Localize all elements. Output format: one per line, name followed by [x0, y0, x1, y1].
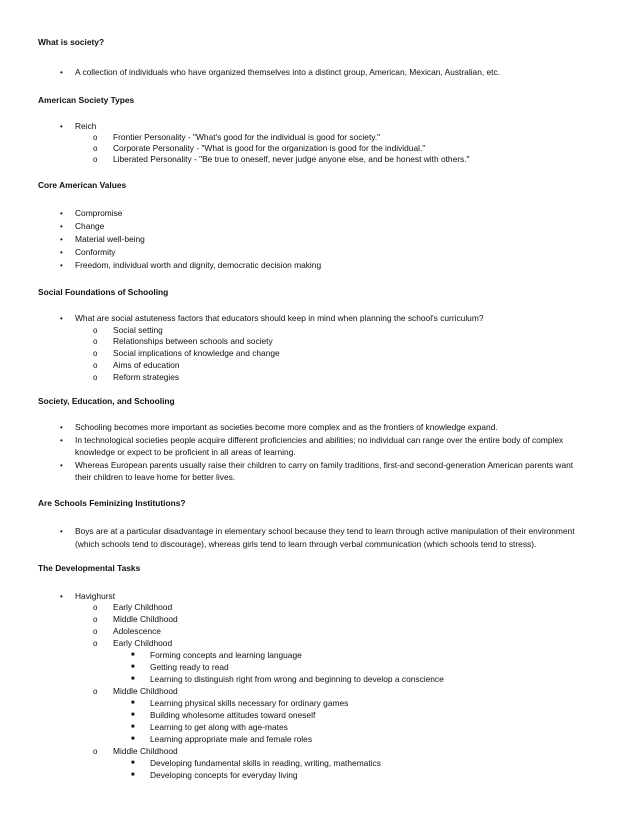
- sub-list-item: Frontier Personality - "What's good for the individual is good for society.": [113, 132, 381, 142]
- list-item: In technological societies people acquire different proficiencies and abilities; no individual can range over the entire body of complex: [75, 435, 564, 445]
- bullet-icon: •: [60, 209, 63, 218]
- sub-bullet-icon: o: [93, 603, 98, 612]
- list-item: Havighurst: [75, 591, 116, 601]
- bullet-icon: •: [60, 235, 63, 244]
- section-heading: American Society Types: [38, 95, 135, 105]
- sub-bullet-icon: o: [93, 687, 98, 696]
- square-bullet-icon: ■: [131, 664, 135, 670]
- square-bullet-icon: ■: [131, 652, 135, 658]
- sub-bullet-icon: o: [93, 627, 98, 636]
- sub-bullet-icon: o: [93, 639, 98, 648]
- sub-sub-list-item: Getting ready to read: [150, 662, 229, 672]
- sub-list-item: Liberated Personality - "Be true to oneself, never judge anyone else, and be honest with others.": [113, 154, 470, 164]
- sub-sub-list-item: Forming concepts and learning language: [150, 650, 302, 660]
- sub-list-item: Relationships between schools and society: [113, 336, 273, 346]
- list-item: Freedom, individual worth and dignity, democratic decision making: [75, 260, 322, 270]
- list-item: Change: [75, 221, 105, 231]
- bullet-icon: •: [60, 222, 63, 231]
- section-heading: What is society?: [38, 37, 105, 47]
- sub-list-item: Reform strategies: [113, 372, 180, 382]
- sub-list-item: Social setting: [113, 325, 163, 335]
- bullet-icon: •: [60, 122, 63, 131]
- list-item-continuation: their children to leave home for better lives.: [75, 472, 236, 482]
- section-heading: Are Schools Feminizing Institutions?: [38, 498, 186, 508]
- section-heading: Core American Values: [38, 180, 127, 190]
- list-item: What are social astuteness factors that educators should keep in mind when planning the school's curriculum?: [75, 313, 484, 323]
- bullet-icon: •: [60, 461, 63, 470]
- sub-sub-list-item: Developing concepts for everyday living: [150, 770, 298, 780]
- square-bullet-icon: ■: [131, 676, 135, 682]
- bullet-icon: •: [60, 527, 63, 536]
- sub-list-item: Middle Childhood: [113, 614, 178, 624]
- square-bullet-icon: ■: [131, 760, 135, 766]
- sub-sub-list-item: Learning physical skills necessary for ordinary games: [150, 698, 349, 708]
- sub-sub-list-item: Building wholesome attitudes toward oneself: [150, 710, 316, 720]
- sub-bullet-icon: o: [93, 133, 98, 142]
- square-bullet-icon: ■: [131, 772, 135, 778]
- sub-bullet-icon: o: [93, 373, 98, 382]
- sub-list-item: Early Childhood: [113, 602, 173, 612]
- sub-list-item: Corporate Personality - "What is good for the organization is good for the individual.": [113, 143, 426, 153]
- sub-bullet-icon: o: [93, 326, 98, 335]
- sub-bullet-icon: o: [93, 747, 98, 756]
- sub-bullet-icon: o: [93, 615, 98, 624]
- list-item: Reich: [75, 121, 97, 131]
- square-bullet-icon: ■: [131, 700, 135, 706]
- sub-sub-list-item: Learning appropriate male and female roles: [150, 734, 313, 744]
- square-bullet-icon: ■: [131, 724, 135, 730]
- sub-sub-list-item: Learning to get along with age-mates: [150, 722, 288, 732]
- list-item-continuation: (which schools tend to discourage), whereas girls tend to learn through verbal communication (which schools tend to stress).: [75, 539, 537, 549]
- bullet-icon: •: [60, 314, 63, 323]
- list-item: Whereas European parents usually raise their children to carry on family traditions, first-and second-generation American parents want: [75, 460, 574, 470]
- sub-list-item: Aims of education: [113, 360, 180, 370]
- sub-sub-list-item: Developing fundamental skills in reading, writing, mathematics: [150, 758, 381, 768]
- list-item: Boys are at a particular disadvantage in elementary school because they tend to learn through active manipulation of their environment: [75, 526, 575, 536]
- list-item-continuation: knowledge or expect to be proficient in all areas of learning.: [75, 447, 296, 457]
- section-heading: Social Foundations of Schooling: [38, 287, 169, 297]
- bullet-icon: •: [60, 68, 63, 77]
- sub-bullet-icon: o: [93, 349, 98, 358]
- bullet-icon: •: [60, 248, 63, 257]
- sub-bullet-icon: o: [93, 144, 98, 153]
- bullet-icon: •: [60, 423, 63, 432]
- section-heading: Society, Education, and Schooling: [38, 396, 175, 406]
- list-item: Compromise: [75, 208, 123, 218]
- bullet-icon: •: [60, 261, 63, 270]
- list-item: Material well-being: [75, 234, 145, 244]
- sub-bullet-icon: o: [93, 361, 98, 370]
- list-item: Schooling becomes more important as societies become more complex and as the frontiers of knowledge expand.: [75, 422, 498, 432]
- sub-list-item: Middle Childhood: [113, 746, 178, 756]
- sub-list-item: Adolescence: [113, 626, 161, 636]
- square-bullet-icon: ■: [131, 736, 135, 742]
- bullet-icon: •: [60, 436, 63, 445]
- sub-bullet-icon: o: [93, 337, 98, 346]
- sub-list-item: Social implications of knowledge and change: [113, 348, 280, 358]
- sub-sub-list-item: Learning to distinguish right from wrong and beginning to develop a conscience: [150, 674, 444, 684]
- sub-bullet-icon: o: [93, 155, 98, 164]
- list-item: Conformity: [75, 247, 116, 257]
- list-item: A collection of individuals who have organized themselves into a distinct group, American, Mexican, Australian, etc.: [75, 67, 501, 77]
- section-heading: The Developmental Tasks: [38, 563, 141, 573]
- sub-list-item: Middle Childhood: [113, 686, 178, 696]
- bullet-icon: •: [60, 592, 63, 601]
- sub-list-item: Early Childhood: [113, 638, 173, 648]
- square-bullet-icon: ■: [131, 712, 135, 718]
